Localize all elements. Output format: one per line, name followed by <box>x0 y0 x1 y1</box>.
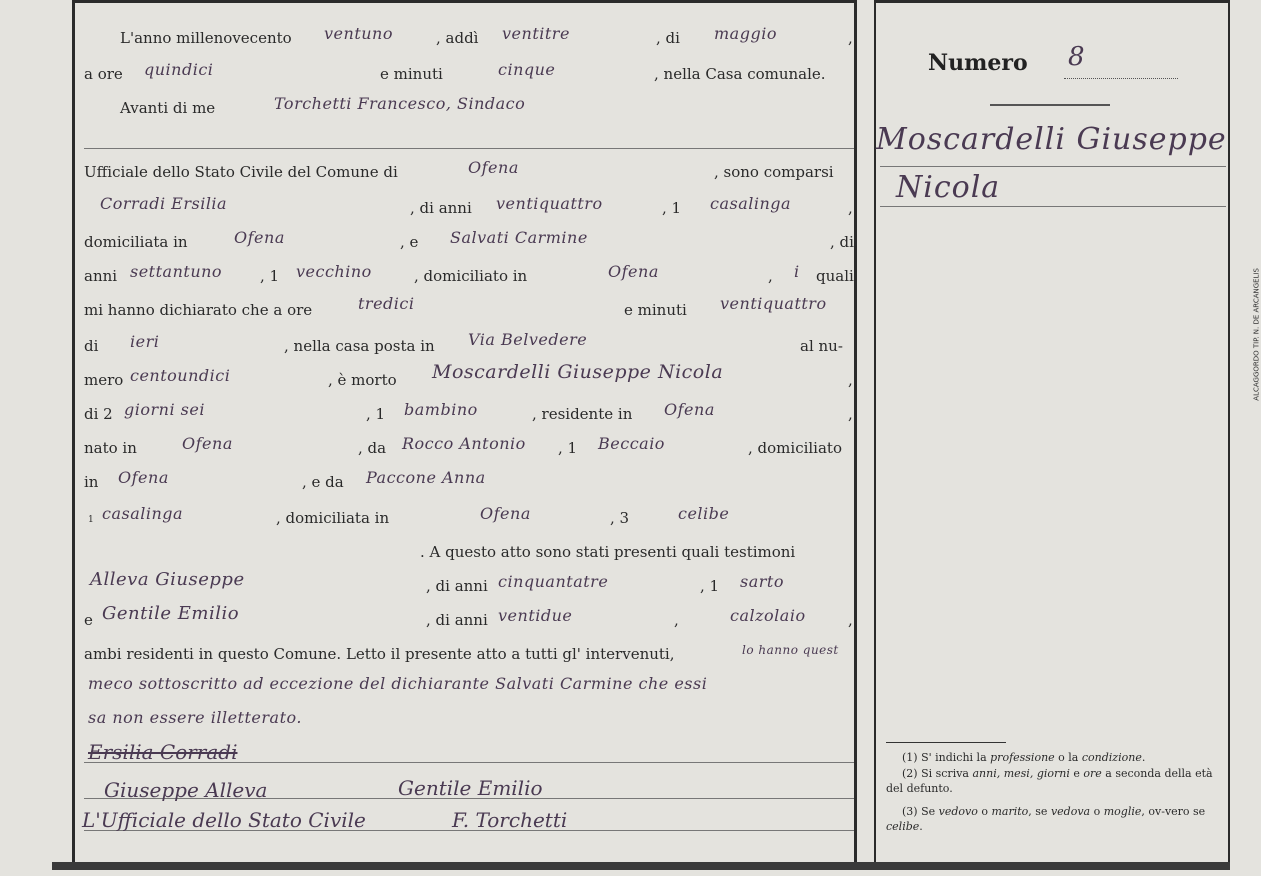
text: , sono comparsi <box>714 163 834 181</box>
left-border <box>72 0 75 862</box>
handwritten-month: maggio <box>714 24 777 43</box>
top-rule-left <box>72 0 854 3</box>
margin-rule-3 <box>880 206 1226 207</box>
text: o <box>1090 805 1104 818</box>
handwritten-profession-2: vecchino <box>296 262 372 281</box>
signature-witness-1: Giuseppe Alleva <box>104 778 268 802</box>
margin-rule-1 <box>990 104 1110 106</box>
text: , è morto <box>328 371 397 389</box>
footnote-rule <box>886 742 1006 743</box>
handwritten-comune: Ofena <box>468 158 519 177</box>
text: , 3 <box>610 509 630 527</box>
text: anni <box>84 267 118 285</box>
text: professione <box>990 751 1055 764</box>
handwritten-closing-1: meco sottoscritto ad eccezione del dichiarante Salvati Carmine che essi <box>88 674 708 693</box>
handwritten-ieri: ieri <box>130 332 160 351</box>
handwritten-deceased: Moscardelli Giuseppe Nicola <box>432 361 724 383</box>
handwritten-witness-2: Gentile Emilio <box>102 603 240 624</box>
handwritten-street: Via Belvedere <box>468 330 588 349</box>
printer-imprint: ALCAGGORDO TIP. N. DE ARCANGELIS <box>1253 268 1261 401</box>
text: mero <box>84 371 124 389</box>
handwritten-witness-1: Alleva Giuseppe <box>90 569 245 590</box>
handwritten-residence: Ofena <box>664 400 715 419</box>
text: celibe <box>886 820 920 833</box>
signature-declarant: Ersilia Corradi <box>88 740 238 764</box>
handwritten-hour: quindici <box>144 60 214 79</box>
text: , <box>848 405 853 423</box>
text: , ov-vero se <box>1141 805 1206 818</box>
handwritten-declarant-2: Salvati Carmine <box>450 228 588 247</box>
text: , domiciliato <box>748 439 842 457</box>
text: . <box>1141 751 1146 764</box>
text: , <box>848 371 853 389</box>
text: moglie <box>1103 805 1142 818</box>
handwritten-mother-profession: casalinga <box>102 504 184 523</box>
text: , residente in <box>532 405 633 423</box>
text: in <box>84 473 99 491</box>
text: (3) Se <box>902 805 939 818</box>
text: , domiciliata in <box>276 509 390 527</box>
text: , <box>848 29 853 47</box>
footnote-3 <box>886 804 1226 834</box>
margin-name-line-1: Moscardelli Giuseppe <box>876 122 1227 157</box>
text: o la <box>1054 751 1082 764</box>
text: nato in <box>84 439 137 457</box>
footnote-2 <box>886 766 1226 796</box>
text: , 1 <box>700 577 720 595</box>
text: quali <box>816 267 854 285</box>
text: , nella Casa comunale. <box>654 65 826 83</box>
text: , di anni <box>426 611 488 629</box>
text: (1) S' indichi la <box>902 751 991 764</box>
text: , 1 <box>366 405 386 423</box>
handwritten-father-profession: Beccaio <box>598 434 665 453</box>
text: . A questo atto sono stati presenti quali testimoni <box>420 543 796 561</box>
text: , se <box>1028 805 1051 818</box>
text: condizione <box>1081 751 1142 764</box>
top-rule-right <box>876 0 1228 3</box>
text: , di anni <box>410 199 472 217</box>
handwritten-day: ventitre <box>502 24 570 43</box>
text: a ore <box>84 65 123 83</box>
text: vedovo <box>938 805 978 818</box>
text: mi hanno dichiarato che a ore <box>84 301 313 319</box>
center-divider <box>854 0 857 862</box>
handwritten-witness-1-age: cinquantatre <box>498 572 609 591</box>
handwritten-status: celibe <box>678 504 730 523</box>
signature-officer-title: L'Ufficiale dello Stato Civile <box>82 808 366 832</box>
handwritten-mother: Paccone Anna <box>366 468 486 487</box>
text: (2) Si scriva <box>902 767 973 780</box>
text: o <box>977 805 992 818</box>
handwritten-continuation: lo hanno quest <box>742 643 839 657</box>
handwritten-age: ventiquattro <box>496 194 603 213</box>
handwritten-hour-2: tredici <box>358 294 415 313</box>
handwritten-i: i <box>794 262 800 281</box>
text: . <box>919 820 923 833</box>
text: al nu- <box>800 337 843 355</box>
margin-rule-2 <box>880 166 1226 167</box>
text: , di anni <box>426 577 488 595</box>
text: , addì <box>436 29 479 47</box>
text: , di <box>656 29 680 47</box>
text: , <box>848 611 853 629</box>
handwritten-witness-2-age: ventidue <box>498 606 573 625</box>
handwritten-birthplace: Ofena <box>182 434 233 453</box>
handwritten-mother-town: Ofena <box>480 504 531 523</box>
handwritten-minutes-2: ventiquattro <box>720 294 827 313</box>
text: , nella casa posta in <box>284 337 435 355</box>
text: , di <box>830 233 854 251</box>
footnote-marker: 1 <box>88 515 94 525</box>
handwritten-year: ventuno <box>324 24 393 43</box>
text: Ufficiale dello Stato Civile del Comune di <box>84 163 398 181</box>
text: di <box>84 337 99 355</box>
handwritten-father: Rocco Antonio <box>402 434 526 453</box>
record-number-value: 8 <box>1068 42 1085 72</box>
handwritten-profession: casalinga <box>710 194 792 213</box>
text: L'anno millenovecento <box>120 29 292 47</box>
text: , e <box>400 233 419 251</box>
text: , <box>848 199 853 217</box>
handwritten-officer: Torchetti Francesco, Sindaco <box>274 94 526 113</box>
text: , domiciliato in <box>414 267 528 285</box>
text: , <box>674 611 679 629</box>
text: , e da <box>302 473 344 491</box>
text: domiciliata in <box>84 233 188 251</box>
number-dots <box>1064 78 1178 79</box>
text: , <box>768 267 773 285</box>
text: a seconda della età del defunto. <box>886 767 1213 795</box>
handwritten-father-town: Ofena <box>118 468 169 487</box>
handwritten-town: Ofena <box>234 228 285 247</box>
signature-officer: F. Torchetti <box>452 808 568 832</box>
handwritten-town-2: Ofena <box>608 262 659 281</box>
handwritten-number: centoundici <box>130 366 231 385</box>
text: ore <box>1083 767 1102 780</box>
handwritten-witness-1-profession: sarto <box>740 572 784 591</box>
text: marito <box>991 805 1029 818</box>
text: e <box>1069 767 1084 780</box>
handwritten-declarant-1: Corradi Ersilia <box>100 194 228 213</box>
handwritten-age-deceased: giorni sei <box>124 400 205 419</box>
bottom-rule <box>52 862 1230 870</box>
text: vedova <box>1050 805 1091 818</box>
footnote-1 <box>902 750 1224 765</box>
text: e <box>84 611 93 629</box>
text: , da <box>358 439 387 457</box>
text: anni, mesi, giorni <box>972 767 1070 780</box>
signature-witness-2: Gentile Emilio <box>398 776 543 800</box>
text: di 2 <box>84 405 113 423</box>
handwritten-closing-2: sa non essere illetterato. <box>88 708 302 727</box>
right-border <box>1228 0 1230 862</box>
margin-name-line-2: Nicola <box>896 170 1001 205</box>
text: , 1 <box>558 439 578 457</box>
text: Avanti di me <box>120 99 216 117</box>
text: e minuti <box>624 301 687 319</box>
handwritten-minutes: cinque <box>498 60 556 79</box>
text: e minuti <box>380 65 443 83</box>
record-number-label: Numero <box>928 50 1028 76</box>
handwritten-age-2: settantuno <box>130 262 223 281</box>
handwritten-witness-2-profession: calzolaio <box>730 606 806 625</box>
text: , 1 <box>260 267 280 285</box>
separator-rule <box>84 148 854 149</box>
text: , 1 <box>662 199 682 217</box>
text: ambi residenti in questo Comune. Letto il presente atto a tutti gl' intervenuti, <box>84 645 675 663</box>
handwritten-condition: bambino <box>404 400 478 419</box>
